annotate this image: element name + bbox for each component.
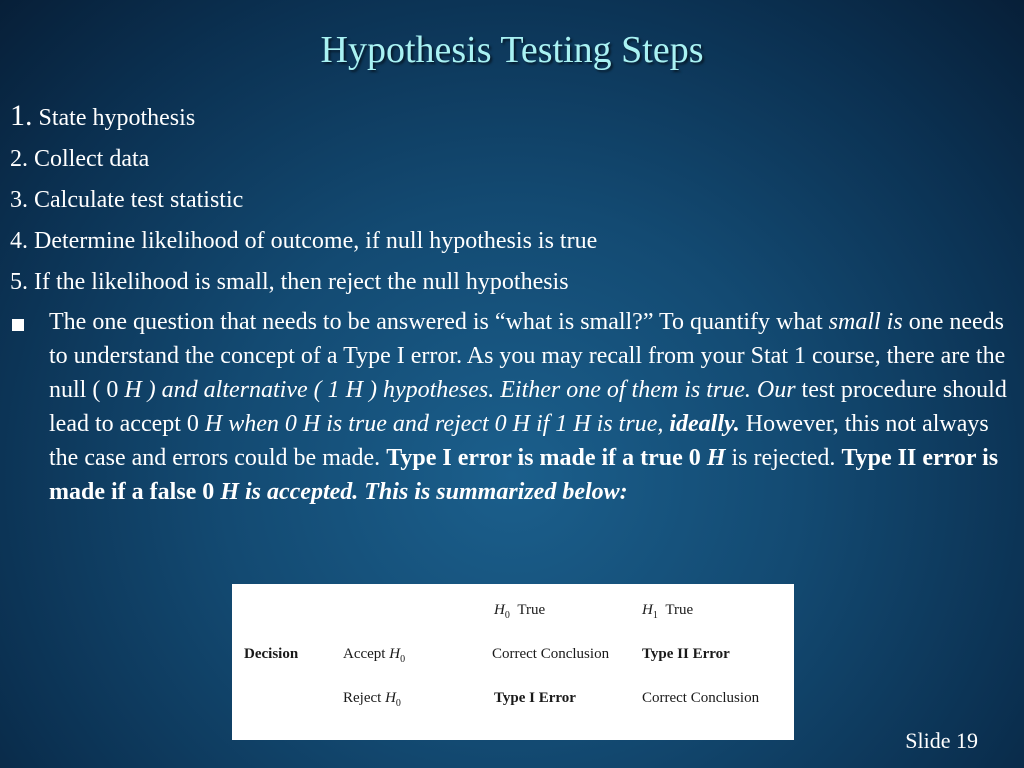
bullet-segment: one needs to understand the concept of a Type I error. As you may recall from your Stat 1 course, there are the null ( 0 <box>49 309 1006 403</box>
step-text: Collect data <box>28 146 150 172</box>
step-text: If the likelihood is small, then reject the null hypothesis <box>28 269 569 295</box>
bullet-segment: H <box>706 445 726 471</box>
bullet-segment: small is <box>828 309 903 335</box>
reject-h0true-cell: Type I Error <box>494 690 576 706</box>
bullet-segment: However, this not always the case and errors could be made. <box>49 411 989 471</box>
h-subscript: 0 <box>504 610 510 621</box>
step-text: Calculate test statistic <box>28 187 244 213</box>
header-h1-true <box>642 602 693 621</box>
step-text: Determine likelihood of outcome, if null hypothesis is true <box>28 228 598 254</box>
step-number: 4. <box>10 228 28 254</box>
accept-h0true-cell: Correct Conclusion <box>492 646 610 662</box>
step-number: 3. <box>10 187 28 213</box>
reject-h1true-cell: Correct Conclusion <box>642 690 760 706</box>
step-item <box>10 221 1010 262</box>
header-label: True <box>665 602 694 618</box>
step-item <box>10 139 1010 180</box>
bullet-segment: Type I error is made if a true 0 <box>386 445 707 471</box>
decision-table <box>232 584 794 740</box>
bullet-segment: H when 0 H is true and reject 0 H if 1 H is true, <box>204 411 664 437</box>
header-label: True <box>517 602 546 618</box>
accept-h1true-cell: Type II Error <box>642 646 730 662</box>
square-bullet-icon <box>12 319 24 331</box>
reject-row-label <box>343 690 401 709</box>
decision-label: Decision <box>244 646 299 662</box>
h-symbol: H <box>494 602 505 618</box>
h-subscript: 0 <box>395 698 401 709</box>
step-number: 2. <box>10 146 28 172</box>
bullet-segment: ideally. <box>663 411 740 437</box>
h-symbol: H <box>389 646 401 662</box>
bullet-segment: test procedure should lead to accept 0 <box>49 377 1007 437</box>
bullet-segment: Type II error is made if a false 0 <box>49 445 999 505</box>
bullet-segment: is rejected. <box>725 445 842 471</box>
h-symbol: H <box>385 690 396 706</box>
bullet-segment: H is accepted. This is summarized below: <box>220 479 628 505</box>
step-number: 5. <box>10 269 28 295</box>
slide-number: Slide 19 <box>905 728 978 753</box>
slide-title: Hypothesis Testing Steps <box>320 29 704 71</box>
step-item <box>10 262 1010 303</box>
step-text: State hypothesis <box>32 105 196 131</box>
h-subscript: 1 <box>652 610 658 621</box>
bullet-segment: The one question that needs to be answered is “what is small?” To quantify what <box>49 309 829 335</box>
step-item <box>10 95 1010 139</box>
accept-row-label <box>343 646 405 665</box>
bullet-text <box>49 305 1016 509</box>
row-label: Accept <box>343 646 386 662</box>
step-number: 1. <box>10 99 33 132</box>
h-symbol: H <box>642 602 653 618</box>
step-item <box>10 180 1010 221</box>
bullet-paragraph <box>10 305 1016 509</box>
steps-list <box>10 95 1010 303</box>
row-label: Reject <box>343 690 382 706</box>
bullet-segment: H ) and alternative ( 1 H ) hypotheses. Either one of them is true. Our <box>124 377 796 403</box>
header-h0-true <box>494 602 545 621</box>
h-subscript: 0 <box>400 654 406 665</box>
